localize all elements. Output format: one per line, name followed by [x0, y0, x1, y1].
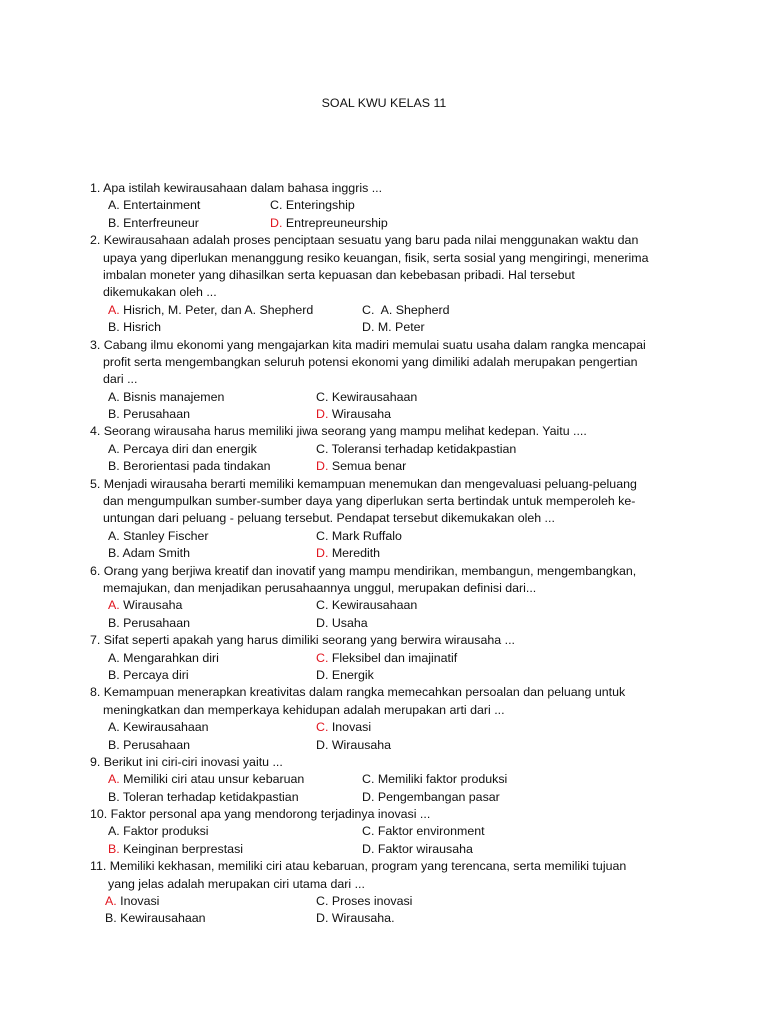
option-letter: C. [316, 389, 329, 404]
options-row [0, 441, 768, 458]
answer-option [108, 667, 189, 684]
answer-option [316, 667, 374, 684]
option-text: Memiliki ciri atau unsur kebaruan [119, 772, 305, 787]
question-text: 5. Menjadi wirausaha berarti memiliki kemampuan menemukan dan mengevaluasi peluang-peluang [90, 476, 637, 491]
option-text: Mengarahkan diri [119, 650, 219, 665]
option-text: Mark Ruffalo [328, 528, 402, 543]
option-letter: B. [108, 667, 120, 682]
option-letter: B. [108, 546, 120, 561]
option-letter: A. [108, 650, 120, 665]
question-11 [0, 858, 768, 928]
options-row [0, 528, 768, 545]
question-text-continued: dan mengumpulkan sumber-sumber daya yang diperlukan serta bertindak untuk memperoleh ke- [103, 494, 636, 509]
options-row [0, 823, 768, 840]
answer-option [108, 458, 271, 475]
option-text: Wirausaha. [328, 911, 395, 926]
options-row [0, 406, 768, 423]
options-row [0, 789, 768, 806]
question-6 [0, 563, 768, 633]
answer-option [316, 615, 368, 632]
option-text: Fleksibel dan imajinatif [328, 650, 458, 665]
question-text: 4. Seorang wirausaha harus memiliki jiwa seorang yang mampu melihat kedepan. Yaitu .... [90, 424, 587, 439]
option-text: Bisnis manajemen [119, 389, 225, 404]
option-letter: B. [108, 737, 120, 752]
question-7 [0, 632, 768, 684]
option-text: Perusahaan [119, 407, 190, 422]
question-text-continued: upaya yang diperlukan menanggung resiko keuangan, fisik, serta sosial yang mengiringi, menerima [103, 250, 649, 265]
answer-option [362, 841, 473, 858]
answer-option [316, 737, 391, 754]
options-row [0, 458, 768, 475]
option-text: Faktor environment [374, 824, 485, 839]
options-row [0, 771, 768, 788]
option-letter: A. [108, 198, 120, 213]
answer-option [316, 650, 457, 667]
answer-option [316, 910, 395, 927]
option-text: Percaya diri dan energik [119, 441, 257, 456]
answer-option [108, 215, 199, 232]
answer-option [108, 789, 299, 806]
option-letter: D. [362, 789, 375, 804]
question-text: 7. Sifat seperti apakah yang harus dimiliki seorang yang berwira wirausaha ... [90, 633, 515, 648]
question-text-continued: yang jelas adalah merupakan ciri utama dari ... [108, 876, 365, 891]
option-letter: C. [316, 894, 329, 909]
question-text: 6. Orang yang berjiwa kreatif dan inovatif yang mampu mendirikan, membangun, mengembangkan, [90, 563, 637, 578]
option-letter: A. [108, 389, 120, 404]
option-letter: D. [316, 407, 329, 422]
option-text: Memiliki faktor produksi [374, 772, 508, 787]
answer-option [362, 302, 450, 319]
option-letter: D. [316, 667, 329, 682]
option-letter: C. [362, 302, 375, 317]
options-row [0, 615, 768, 632]
option-text: Perusahaan [119, 615, 190, 630]
option-text: Pengembangan pasar [374, 789, 500, 804]
page-title: SOAL KWU KELAS 11 [321, 96, 447, 110]
option-letter: D. [362, 841, 375, 856]
option-letter: D. [316, 737, 329, 752]
options-row [0, 910, 768, 927]
option-letter: D. [316, 911, 329, 926]
option-text: Percaya diri [119, 667, 189, 682]
answer-option [270, 197, 355, 214]
option-text: Kewirausahaan [328, 389, 418, 404]
option-letter: D. [316, 546, 329, 561]
question-9 [0, 754, 768, 806]
option-text: Inovasi [116, 894, 160, 909]
question-2 [0, 232, 768, 336]
option-letter: A. [108, 720, 120, 735]
option-text: Enterfreuneur [119, 215, 199, 230]
question-text-continued: untungan dari peluang - peluang tersebut. Pendapat tersebut dikemukakan oleh ... [103, 511, 555, 526]
option-letter: D. [270, 215, 283, 230]
options-row [0, 893, 768, 910]
answer-option [108, 823, 209, 840]
option-text: Energik [328, 667, 374, 682]
answer-option [108, 389, 224, 406]
option-text: Entertainment [119, 198, 201, 213]
question-text-continued: dari ... [103, 372, 138, 387]
answer-option [108, 197, 200, 214]
answer-option [108, 719, 209, 736]
question-8 [0, 684, 768, 754]
option-text: Proses inovasi [328, 894, 413, 909]
option-text: A. Shepherd [374, 302, 450, 317]
option-letter: D. [316, 615, 329, 630]
option-text: Adam Smith [119, 546, 190, 561]
question-text: 3. Cabang ilmu ekonomi yang mengajarkan kita madiri memulai suatu usaha dalam rangka mencapai [90, 337, 646, 352]
option-text: Entrepreuneurship [282, 215, 388, 230]
answer-option [108, 615, 190, 632]
question-text: 8. Kemampuan menerapkan kreativitas dalam rangka memecahkan persoalan dan peluang untuk [90, 685, 626, 700]
answer-option [316, 719, 371, 736]
answer-option [362, 823, 485, 840]
option-text: Hisrich [119, 320, 162, 335]
answer-option [316, 458, 406, 475]
option-letter: A. [105, 894, 117, 909]
options-row [0, 215, 768, 232]
option-letter: D. [362, 320, 375, 335]
option-letter: A. [108, 528, 120, 543]
question-text: 2. Kewirausahaan adalah proses penciptaan sesuatu yang baru pada nilai menggunakan waktu dan [90, 233, 639, 248]
options-row [0, 545, 768, 562]
option-letter: C. [316, 598, 329, 613]
option-text: Kewirausahaan [328, 598, 418, 613]
question-1 [0, 180, 768, 232]
question-text-continued: imbalan moneter yang dihasilkan serta kepuasan dan kebebasan pribadi. Hal tersebut [103, 267, 575, 282]
option-letter: B. [108, 215, 120, 230]
options-row [0, 719, 768, 736]
options-row [0, 319, 768, 336]
answer-option [362, 771, 507, 788]
option-text: Hisrich, M. Peter, dan A. Shepherd [119, 302, 314, 317]
option-letter: C. [362, 772, 375, 787]
option-text: Toleran terhadap ketidakpastian [119, 789, 299, 804]
answer-option [316, 597, 417, 614]
option-text: Wirausaha [328, 737, 392, 752]
options-row [0, 302, 768, 319]
question-text-continued: memajukan, dan menjadikan perusahaannya unggul, merupakan definisi dari... [103, 580, 537, 595]
answer-option [316, 893, 412, 910]
options-row [0, 737, 768, 754]
answer-option [108, 597, 182, 614]
answer-option [105, 893, 159, 910]
options-row [0, 667, 768, 684]
question-text: 9. Berikut ini ciri-ciri inovasi yaitu ... [90, 754, 283, 769]
option-letter: B. [108, 407, 120, 422]
option-text: Kewirausahaan [119, 720, 209, 735]
option-letter: C. [362, 824, 375, 839]
option-letter: B. [108, 459, 120, 474]
option-letter: B. [108, 841, 120, 856]
answer-option [108, 406, 190, 423]
option-text: Toleransi terhadap ketidakpastian [328, 441, 517, 456]
question-4 [0, 423, 768, 475]
option-letter: C. [316, 650, 329, 665]
options-row [0, 650, 768, 667]
answer-option [108, 771, 304, 788]
options-row [0, 389, 768, 406]
option-text: Enteringship [282, 198, 355, 213]
option-letter: C. [316, 720, 329, 735]
question-3 [0, 337, 768, 424]
option-text: Semua benar [328, 459, 407, 474]
answer-option [362, 789, 500, 806]
option-text: M. Peter [374, 320, 425, 335]
answer-option [316, 441, 516, 458]
option-text: Inovasi [328, 720, 372, 735]
question-text: 10. Faktor personal apa yang mendorong terjadinya inovasi ... [90, 807, 431, 822]
option-letter: A. [108, 441, 120, 456]
option-letter: D. [316, 459, 329, 474]
option-text: Meredith [328, 546, 381, 561]
option-text: Faktor produksi [119, 824, 209, 839]
answer-option [108, 650, 219, 667]
option-text: Kewirausahaan [116, 911, 206, 926]
option-text: Perusahaan [119, 737, 190, 752]
option-letter: A. [108, 302, 120, 317]
option-letter: B. [105, 911, 117, 926]
answer-option [316, 545, 380, 562]
answer-option [316, 389, 417, 406]
option-letter: A. [108, 824, 120, 839]
option-text: Wirausaha [119, 598, 183, 613]
question-10 [0, 806, 768, 858]
option-text: Usaha [328, 615, 368, 630]
answer-option [108, 319, 161, 336]
question-list [0, 180, 768, 928]
option-text: Berorientasi pada tindakan [119, 459, 271, 474]
answer-option [108, 737, 190, 754]
answer-option [362, 319, 425, 336]
answer-option [270, 215, 388, 232]
question-5 [0, 476, 768, 563]
options-row [0, 841, 768, 858]
question-text-continued: dikemukakan oleh ... [103, 285, 217, 300]
answer-option [105, 910, 206, 927]
answer-option [108, 528, 209, 545]
answer-option [316, 406, 391, 423]
answer-option [108, 441, 257, 458]
answer-option [108, 841, 243, 858]
answer-option [108, 545, 190, 562]
option-letter: A. [108, 598, 120, 613]
question-text: 1. Apa istilah kewirausahaan dalam bahasa inggris ... [90, 181, 383, 195]
option-text: Faktor wirausaha [374, 841, 473, 856]
option-letter: C. [316, 528, 329, 543]
option-letter: A. [108, 772, 120, 787]
option-text: Stanley Fischer [119, 528, 209, 543]
question-text-continued: meningkatkan dan memperkaya kehidupan adalah merupakan arti dari ... [103, 702, 505, 717]
option-letter: B. [108, 615, 120, 630]
answer-option [316, 528, 402, 545]
options-row [0, 597, 768, 614]
option-text: Wirausaha [328, 407, 392, 422]
answer-option [108, 302, 313, 319]
option-letter: C. [270, 198, 283, 213]
question-text-continued: profit serta mengembangkan seluruh potensi ekonomi yang dimiliki adalah merupakan pengertian [103, 354, 638, 369]
option-letter: B. [108, 320, 120, 335]
option-text: Keinginan berprestasi [119, 841, 244, 856]
options-row [0, 197, 768, 214]
question-text: 11. Memiliki kekhasan, memiliki ciri atau kebaruan, program yang terencana, serta memiliki tujuan [90, 859, 627, 874]
option-letter: B. [108, 789, 120, 804]
option-letter: C. [316, 441, 329, 456]
